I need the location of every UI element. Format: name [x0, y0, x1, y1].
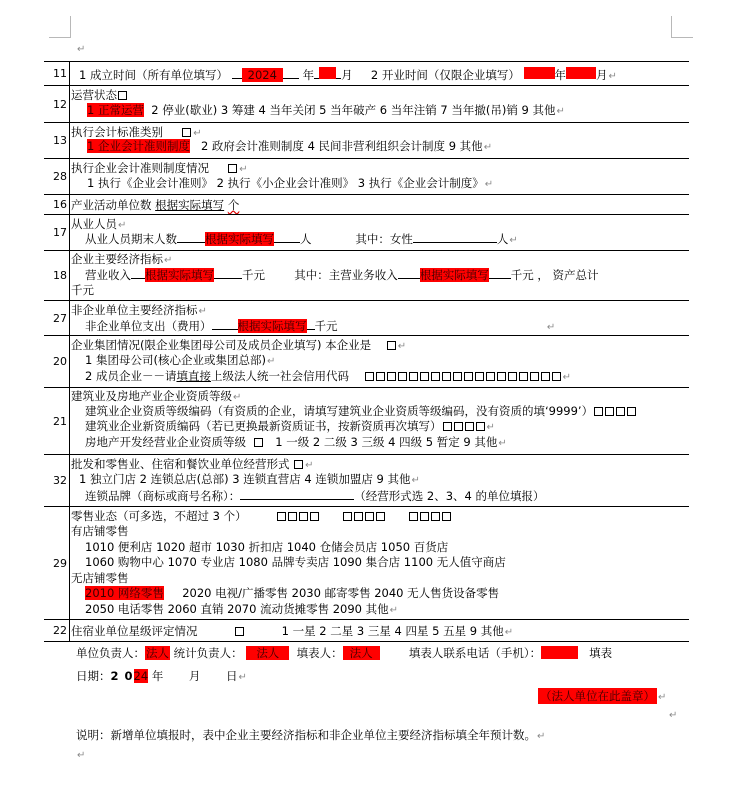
year-unit: 年	[302, 68, 315, 82]
note-line: 说明：新增单位填报时，表中企业主要经济指标和非企业单位主要经济指标填全年预计数。↵	[76, 728, 546, 742]
row-number: 22	[44, 620, 70, 641]
date-year-value[interactable]: 24	[133, 669, 149, 683]
month-value[interactable]	[319, 67, 336, 79]
nonstore-retail-row-1: 2020 电视/广播零售 2030 邮寄零售 2040 无人售货设备零售	[182, 586, 500, 600]
realestate-grade-label: 房地产开发经营业企业资质等级	[85, 435, 246, 449]
employees-label: 从业人员期末人数	[85, 232, 177, 246]
row-number: 27	[44, 301, 70, 335]
main-revenue-label: 其中：主营业务收入	[294, 268, 398, 282]
female-label: 其中：女性	[355, 232, 413, 246]
branch-count-unit: 个	[227, 198, 240, 212]
new-qualification-boxes[interactable]	[442, 419, 486, 433]
table-row-17: 17 从业人员↵ 从业人员期末人数 根据实际填写 人 其中：女性 人↵	[44, 214, 689, 250]
filler-value[interactable]: 法人	[343, 646, 380, 660]
checkbox[interactable]	[182, 128, 191, 137]
retail-format-boxes-3[interactable]	[408, 509, 452, 523]
open-year-unit: 年	[554, 68, 566, 82]
explanation-note: 说明：新增单位填报时，表中企业主要经济指标和非企业单位主要经济指标填全年预计数。	[76, 728, 536, 742]
nonenterprise-title: 非企业单位主要经济指标	[71, 303, 198, 317]
store-retail-row-1: 1010 便利店 1020 超市 1030 折扣店 1040 仓储会员店 1050 百货店	[85, 540, 449, 554]
brand-label: 连锁品牌（商标或商号名称）：	[85, 489, 241, 503]
seal-line: （法人单位在此盖章） ↵	[540, 689, 667, 703]
row-number: 11	[44, 62, 70, 85]
phone-label: 填表人联系电话（手机）：	[408, 646, 542, 660]
group-option-1: 1 集团母公司(核心企业或集团总部)	[85, 353, 266, 367]
qualification-code-label: 建筑业企业资质等级编码（有资质的企业，请填写建筑业企业资质等级编码，没有资质的填‘9999’）	[85, 404, 594, 418]
business-form-options: 1 独立门店 2 连锁总店(总部) 3 连锁直营店 4 连锁加盟店 9 其他	[79, 472, 411, 486]
table-row-21: 21 建筑业及房地产业企业资质等级↵ 建筑业企业资质等级编码（有资质的企业，请填写建筑业企业资质等级编码，没有资质的填‘9999’） 建筑业企业新资质编码（若已更换最新资质证书，按新资质再次填写） ↵ 房地产开发经营业企业资质等级 1 一级 2 二级 3 三级 4 四级 5 暂定 9 其他↵	[44, 387, 689, 454]
label-established: 1 成立时间（所有单位填写）	[79, 68, 228, 82]
unit-head-label: 单位负责人：	[76, 646, 145, 660]
date-label: 日期：	[76, 669, 111, 683]
qualification-code-boxes[interactable]	[593, 404, 637, 418]
checkbox[interactable]	[294, 460, 303, 469]
year-value[interactable]: 2024	[242, 68, 283, 82]
page-corner-mark	[671, 16, 693, 38]
seal-placeholder: （法人单位在此盖章）	[540, 689, 655, 703]
economic-indicators-title: 企业主要经济指标	[71, 252, 163, 266]
realestate-grade-options: 1 一级 2 二级 3 三级 4 四级 5 暂定 9 其他	[275, 435, 498, 449]
employees-value[interactable]: 根据实际填写	[205, 232, 274, 246]
signature-line	[76, 646, 612, 661]
total-assets-unit: 千元	[71, 283, 94, 297]
online-retail-selected[interactable]: 2010 网络零售	[85, 586, 164, 600]
branch-count-label: 产业活动单位数	[71, 198, 152, 212]
row-number: 32	[44, 455, 70, 506]
status-options: 2 停业(歇业) 3 筹建 4 当年关闭 5 当年破产 6 当年注销 7 当年撤(吊)销 9 其他	[151, 103, 556, 117]
row-number: 18	[44, 251, 70, 300]
new-qualification-label: 建筑业企业新资质编码（若已更换最新资质证书，按新资质再次填写）	[85, 419, 442, 433]
credit-code-boxes[interactable]	[364, 369, 562, 383]
employees-title: 从业人员	[71, 217, 117, 231]
table-row-11: 11 1 成立时间（所有单位填写） 2024 年 月 2 开业时间（仅限企业填写） 年 月↵	[44, 61, 689, 85]
retail-format-title: 零售业态（可多选，不超过 3 个）	[71, 509, 247, 523]
store-retail-title: 有店铺零售	[71, 524, 129, 538]
nonstore-retail-row-2: 2050 电话零售 2060 直销 2070 流动货摊零售 2090 其他	[85, 602, 389, 616]
accounting-options: 2 政府会计准则制度 4 民间非营利组织会计制度 9 其他	[200, 139, 483, 153]
table-row-12: 12 运营状态 1 正常运营 2 停业(歇业) 3 筹建 4 当年关闭 5 当年破产 6 当年注销 7 当年撤(吊)销 9 其他↵	[44, 85, 689, 122]
group-option-2: 2 成员企业－－请	[85, 369, 177, 383]
open-month-value[interactable]	[566, 67, 596, 79]
business-form-title: 批发和零售业、住宿和餐饮业单位经营形式	[71, 457, 290, 471]
revenue-value[interactable]: 根据实际填写	[145, 268, 214, 282]
main-revenue-value[interactable]: 根据实际填写	[419, 268, 489, 282]
accounting-standard-title: 执行会计标准类别	[71, 125, 163, 139]
table-row-29: 29 零售业态（可多选，不超过 3 个） 有店铺零售 1010 便利店 1020 超市 1030 折扣店 1040 仓储会员店 1050 百货店 1060 购物中心 1070 专业店 1080 品牌专卖店 1090 集合店 1100 无人值守商店 无店铺零售 2010 网络零售 2020 电视/广播零售 2030 邮寄零售 2040 无人售货设备零售 2050 电话零售 2060 直销 2070 流动货摊零售 2090 其他↵	[44, 506, 689, 619]
month-unit: 月	[341, 68, 353, 82]
table-row-13: 13 执行会计标准类别 ↵ 1 企业会计准则制度 2 政府会计准则制度 4 民间非营利组织会计制度 9 其他↵	[44, 122, 689, 158]
group-title: 企业集团情况(限企业集团母公司及成员企业填写) 本企业是	[71, 338, 372, 352]
brand-note: （经营形式选 2、3、4 的单位填报）	[354, 489, 545, 503]
retail-format-boxes-2[interactable]	[342, 509, 386, 523]
checkbox[interactable]	[235, 627, 244, 636]
row-number: 28	[44, 159, 70, 194]
row-number: 13	[44, 123, 70, 158]
checkbox[interactable]	[387, 341, 396, 350]
row-number: 12	[44, 86, 70, 122]
row-number: 16	[44, 195, 70, 214]
expense-value[interactable]: 根据实际填写	[237, 319, 307, 333]
filler-label: 填表人：	[296, 646, 343, 660]
nonstore-retail-title: 无店铺零售	[71, 571, 129, 585]
checkbox[interactable]	[118, 91, 127, 100]
open-month-unit: 月	[596, 68, 608, 82]
label-opening: 2 开业时间（仅限企业填写）	[370, 68, 520, 82]
female-input[interactable]	[413, 231, 497, 243]
enterprise-accounting-title: 执行企业会计准则制度情况	[71, 161, 209, 175]
checkbox[interactable]	[228, 164, 237, 173]
brand-input[interactable]	[240, 488, 354, 500]
star-rating-title: 住宿业单位星级评定情况	[71, 624, 198, 638]
page-corner-mark	[49, 16, 71, 38]
table-row-22: 22 住宿业单位星级评定情况 1 一星 2 二星 3 三星 4 四星 5 五星 9 其他↵	[44, 619, 689, 642]
phone-value[interactable]	[541, 646, 578, 659]
date-line: 日期：2 024 年 月 日↵	[76, 669, 247, 683]
revenue-label: 营业收入	[85, 268, 131, 282]
status-option-selected[interactable]: 1 正常运营	[87, 103, 144, 117]
paragraph-mark: ↵	[77, 44, 86, 55]
table-row-20: 20 企业集团情况(限企业集团母公司及成员企业填写) 本企业是 ↵ 1 集团母公司(核心企业或集团总部)↵ 2 成员企业－－请填直接上级法人统一社会信用代码 ↵	[44, 335, 689, 387]
qualification-title: 建筑业及房地产业企业资质等级	[71, 389, 232, 403]
fill-date-label: 填表	[589, 646, 613, 660]
table-row-32: 32 批发和零售业、住宿和餐饮业单位经营形式 ↵ 1 独立门店 2 连锁总店(总部) 3 连锁直营店 4 连锁加盟店 9 其他↵ 连锁品牌（商标或商号名称）： （经营形式选 2、3、4 的单位填报）	[44, 454, 689, 506]
stat-head-value[interactable]: 法人	[246, 646, 289, 660]
row-number: 20	[44, 336, 70, 387]
store-retail-row-2: 1060 购物中心 1070 专业店 1080 品牌专卖店 1090 集合店 1100 无人值守商店	[85, 555, 506, 569]
accounting-option-selected[interactable]: 1 企业会计准则制度	[87, 139, 190, 153]
retail-format-boxes-1[interactable]	[276, 509, 320, 523]
stat-head-label: 统计负责人：	[173, 646, 243, 660]
row-number: 17	[44, 215, 70, 250]
unit-head-value[interactable]: 法人	[146, 646, 169, 660]
star-rating-options: 1 一星 2 二星 3 三星 4 四星 5 五星 9 其他	[281, 624, 504, 638]
table-row-27: 27 非企业单位主要经济指标↵ 非企业单位支出（费用） 根据实际填写 千元 ↵	[44, 300, 689, 335]
checkbox[interactable]	[254, 438, 263, 447]
operating-status-title: 运营状态	[71, 88, 117, 102]
expense-label: 非企业单位支出（费用）	[85, 319, 212, 333]
table-row-28: 28 执行企业会计准则制度情况 ↵ 1 执行《企业会计准则》 2 执行《小企业会计准则》 3 执行《企业会计制度》↵	[44, 158, 689, 194]
table-row-18: 18 企业主要经济指标↵ 营业收入 根据实际填写 千元 其中：主营业务收入 根据实际填写 千元 ， 资产总计 千元	[44, 250, 689, 300]
row-number: 29	[44, 507, 70, 619]
open-year-value[interactable]	[524, 67, 555, 79]
enterprise-accounting-options: 1 执行《企业会计准则》 2 执行《小企业会计准则》 3 执行《企业会计制度》	[87, 176, 484, 190]
branch-count-value[interactable]: 根据实际填写	[155, 198, 225, 212]
table-row-16	[44, 194, 689, 214]
row-number: 21	[44, 388, 70, 454]
